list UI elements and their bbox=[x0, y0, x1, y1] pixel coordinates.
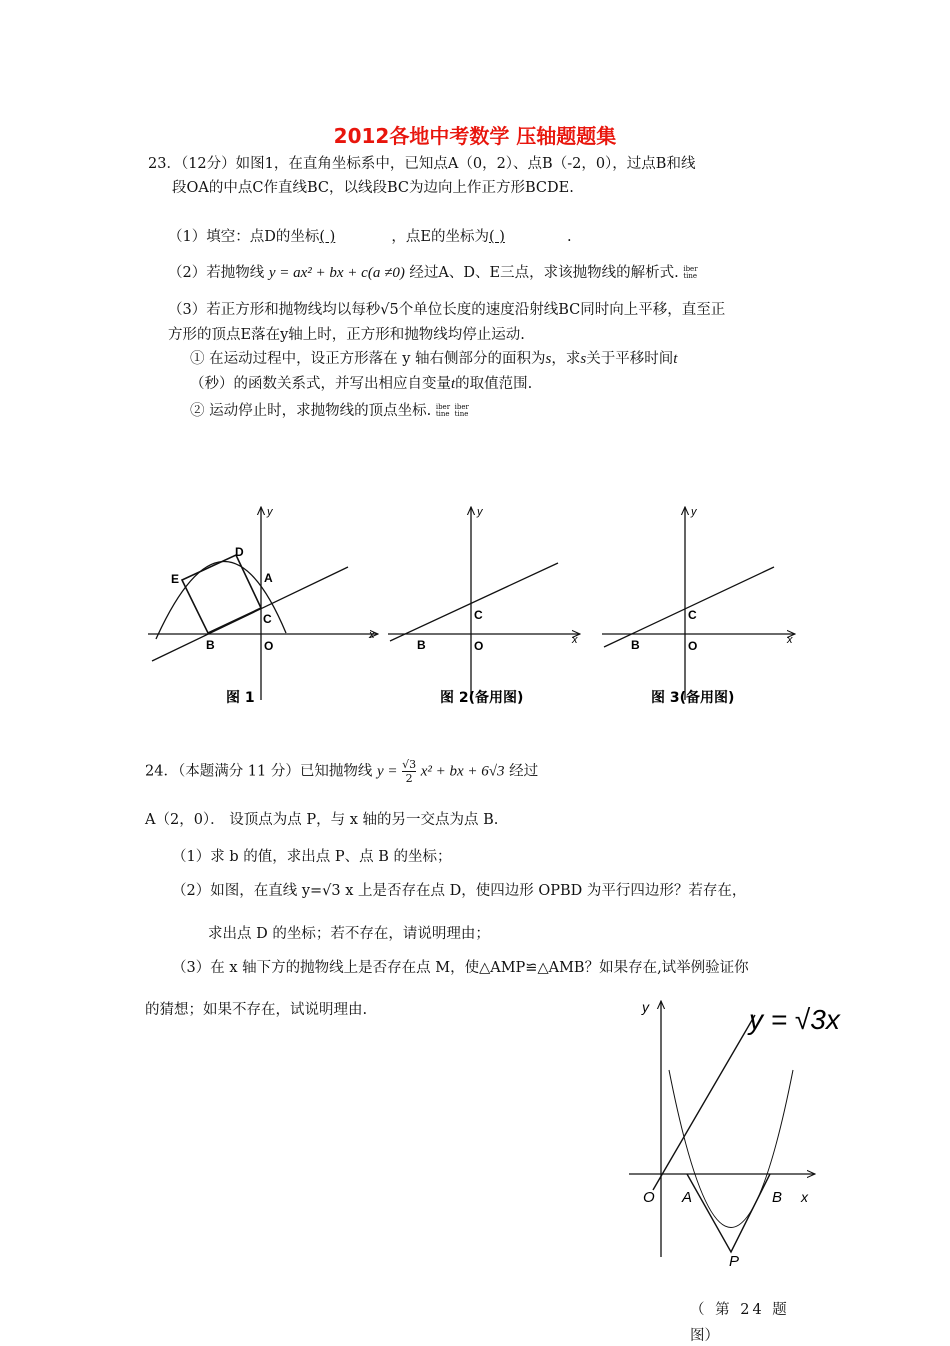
svg-text:A: A bbox=[682, 1189, 693, 1206]
parabola-formula: y = ax² + bx + c(a ≠0) bbox=[268, 265, 405, 281]
q23-sub2: ② 运动停止时，求抛物线的顶点坐标. iber tine iber tine bbox=[190, 403, 469, 419]
svg-text:A: A bbox=[264, 571, 273, 585]
q24-caption-1: （ 第 24 题 bbox=[690, 1302, 790, 1318]
q23-part2: （2）若抛物线 y = ax² + bx + c(a ≠0) 经过A、D、E三点，求该抛物线的解析式. iber tine bbox=[168, 265, 698, 281]
q24-part1: （1）求 b 的值，求出点 P、点 B 的坐标； bbox=[172, 849, 452, 865]
q24-figure bbox=[625, 995, 845, 1285]
q24-fraction: $\frac{√3}{2}$ bbox=[402, 758, 417, 785]
svg-text:y: y bbox=[267, 506, 273, 518]
q24-part2b: 求出点 D 的坐标；若不存在，请说明理由； bbox=[208, 926, 490, 942]
q23-part3-line1: （3）若正方形和抛物线均以每秒√5个单位长度的速度沿射线BC同时向上平移，直至正 bbox=[168, 302, 726, 318]
q24-line2: A（2，0）． 设顶点为点 P，与 x 轴的另一交点为点 B. bbox=[145, 812, 499, 828]
svg-text:B: B bbox=[772, 1189, 783, 1206]
svg-text:B: B bbox=[206, 638, 215, 652]
q23-sub1-line2: （秒）的函数关系式，并写出相应自变量t的取值范围. bbox=[190, 376, 533, 392]
answer-blank-e: ( ) bbox=[488, 229, 505, 245]
watermark-mark: iber tine bbox=[454, 403, 469, 418]
q24-line1: 24．（本题满分 11 分）已知抛物线 y = $\frac{√3}{2}$ x² + bx + 6√3 经过 bbox=[145, 758, 539, 785]
q23-line1: 23．（12分）如图1，在直角坐标系中，已知点A（0，2）、点B（-2，0），过点B和线 bbox=[148, 156, 696, 172]
q23-part3-line2: 方形的顶点E落在y轴上时，正方形和抛物线均停止运动. bbox=[168, 327, 525, 343]
svg-text:P: P bbox=[729, 1253, 740, 1270]
fig3-caption: 图 3(备用图) bbox=[651, 690, 735, 706]
svg-text:O: O bbox=[474, 639, 484, 653]
watermark-mark: iber tine bbox=[435, 403, 451, 418]
q24-part2: （2）如图，在直线 y=√3 x 上是否存在点 D，使四边形 OPBD 为平行四边形？若存在， bbox=[172, 883, 747, 899]
svg-text:y: y bbox=[477, 506, 483, 518]
watermark-mark: iber tine bbox=[683, 265, 698, 280]
sqrt5: √5 bbox=[380, 302, 399, 318]
svg-text:x: x bbox=[801, 1189, 808, 1205]
svg-text:D: D bbox=[235, 545, 244, 559]
svg-text:C: C bbox=[263, 612, 272, 626]
figure-1 bbox=[148, 506, 378, 700]
svg-text:O: O bbox=[688, 639, 698, 653]
page-title: 2012各地中考数学 压轴题题集 bbox=[333, 124, 617, 148]
svg-text:C: C bbox=[688, 608, 697, 622]
q23-sub1-line1: ① 在运动过程中，设正方形落在 y 轴右侧部分的面积为s，求s关于平移时间t bbox=[190, 351, 678, 367]
q23-line2: 段OA的中点C作直线BC，以线段BC为边向上作正方形BCDE. bbox=[172, 180, 574, 196]
q24-part3b: 的猜想；如果不存在，试说明理由. bbox=[145, 1002, 368, 1018]
svg-text:x: x bbox=[369, 629, 375, 641]
q24-caption-2: 图） bbox=[690, 1328, 719, 1344]
answer-blank-d: ( ) bbox=[319, 229, 336, 245]
figure-2 bbox=[388, 506, 580, 700]
svg-text:x: x bbox=[787, 634, 793, 646]
svg-text:y: y bbox=[642, 999, 649, 1015]
fig2-caption: 图 2(备用图) bbox=[440, 690, 524, 706]
svg-text:E: E bbox=[171, 572, 180, 586]
svg-text:O: O bbox=[643, 1189, 655, 1206]
q23-part1: （1）填空：点D的坐标( ) ，点E的坐标为( ) . bbox=[168, 229, 572, 245]
svg-text:x: x bbox=[572, 634, 578, 646]
figure-3 bbox=[602, 506, 795, 700]
svg-text:B: B bbox=[417, 638, 426, 652]
svg-text:B: B bbox=[631, 638, 640, 652]
fig1-caption: 图 1 bbox=[226, 690, 255, 706]
svg-text:C: C bbox=[474, 608, 483, 622]
svg-text:O: O bbox=[264, 639, 274, 653]
svg-text:y: y bbox=[691, 506, 697, 518]
q23-figures bbox=[140, 495, 820, 715]
line-equation-label: y = √3x bbox=[749, 1004, 840, 1035]
q24-part3: （3）在 x 轴下方的抛物线上是否存在点 M，使△AMP≌△AMB？如果存在,试举例验证你 bbox=[172, 960, 749, 976]
